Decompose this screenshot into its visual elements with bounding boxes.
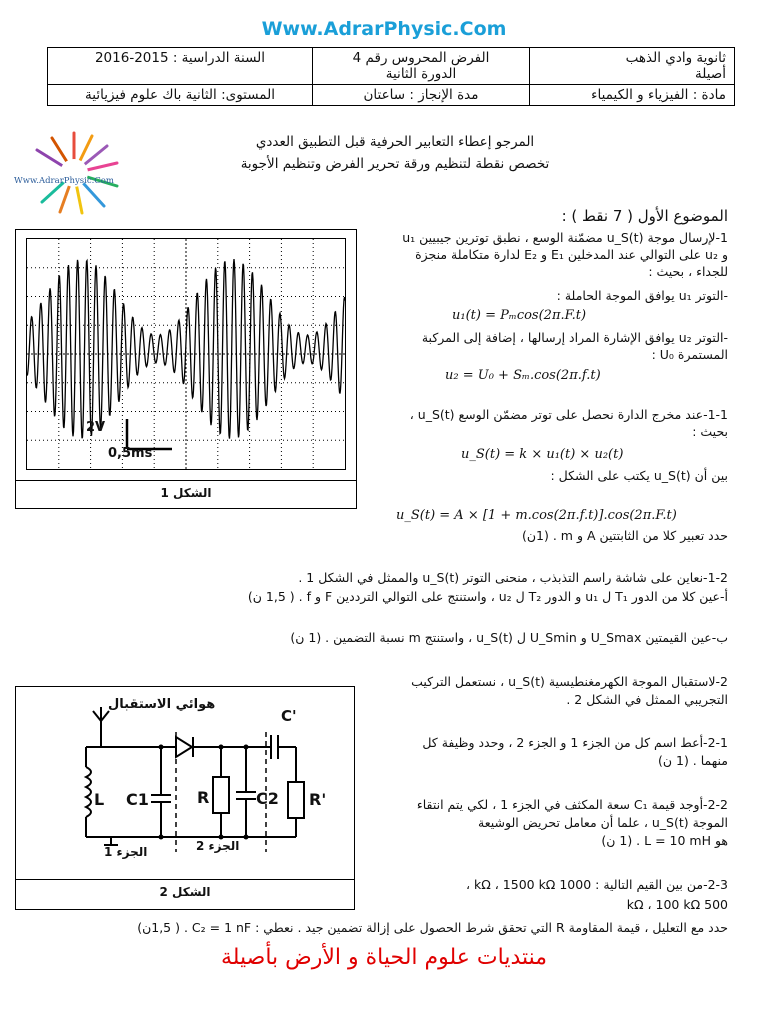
level-cell: المستوى: الثانية باك علوم فيزيائية [48, 85, 313, 106]
footer-title[interactable]: منتديات علوم الحياة و الأرض بأصيلة [220, 945, 548, 970]
label-part-1: الجزء 1 [104, 845, 148, 859]
note-line-1: المرجو إعطاء التعابير الحرفية قبل التطبيق العددي [255, 134, 535, 150]
exam-session: الدورة الثانية [385, 66, 457, 82]
label-part-2: الجزء 2 [196, 839, 240, 853]
oscilloscope-trace [27, 239, 345, 469]
figure-2-caption-row [16, 879, 354, 909]
equation-us-form: u_S(t) = A × [1 + m.cos(2π.f.t)].cos(2π.F.t) [396, 508, 677, 523]
q23c: حدد مع التعليل ، قيمة المقاومة R التي تحقق شرط الحصول على إزالة تضمين جيد . نعطي : C₂ = 1 nF . ( 1,5ن) [137, 920, 728, 935]
q22c: هو L = 10 mH . (1 ن) [601, 833, 728, 848]
q23b: 500 kΩ ، 100 kΩ [626, 897, 728, 912]
q12c: ب-عين القيمتين U_Smax و U_Smin ل u_S(t) ، واستنتج m نسبة التضمين . (1 ن) [290, 630, 728, 645]
school-city: أصيلة [695, 66, 726, 82]
section-title: الموضوع الأول ( 7 نقط ) : [561, 207, 728, 225]
label-C1: C1 [126, 790, 149, 809]
label-L: L [94, 790, 105, 809]
logo-text[interactable]: Www.AdrarPhysic.Com [14, 176, 114, 186]
school-name: ثانوية وادي الذهب [625, 50, 726, 66]
label-C-prime: C' [281, 707, 297, 725]
label-R-prime: R' [309, 790, 327, 809]
q11c: بين أن u_S(t) يكتب على الشكل : [550, 468, 728, 483]
body-p1e: -التوتر u₂ يوافق الإشارة المراد إرسالها ، إضافة إلى المركبة [421, 330, 728, 345]
q21a: 2-1-أعط اسم كل من الجزء 1 و الجزء 2 ، وحدد وظيفة كل [422, 735, 728, 750]
duration-cell: مدة الإنجاز : ساعتان [313, 85, 530, 106]
antenna-label: هوائي الاستقبال [108, 697, 216, 712]
exam-title: الفرض المحروس رقم 4 [352, 50, 490, 66]
q2a: 2-لاستقبال الموجة الكهرمغنطيسية u_S(t) ، نستعمل التركيب [411, 674, 728, 689]
label-C2: C2 [256, 789, 279, 808]
body-p1b: و u₂ على التوالي عند المدخلين E₁ و E₂ لدارة متكاملة منجزة [415, 247, 728, 262]
figure-1-caption-row [16, 480, 356, 508]
figure-2-caption: الشكل 2 [159, 885, 211, 899]
q22a: 2-2-أوجد قيمة C₁ سعة المكثف في الجزء 1 ، لكي يتم انتقاء [416, 797, 728, 812]
figure-2-circuit [15, 686, 355, 910]
body-p1d: -التوتر u₁ يوافق الموجة الحاملة : [556, 288, 728, 303]
label-R: R [197, 788, 210, 807]
body-p1c: للجداء ، بحيث : [648, 264, 728, 279]
subject-cell: مادة : الفيزياء و الكيمياء [530, 85, 735, 106]
scale-time-label: 0,5ms [108, 446, 153, 461]
q11b: بحيث : [692, 424, 728, 439]
body-p1a: 1-لإرسال موجة u_S(t) مضمّنة الوسع ، نطبق توترين جيبيين u₁ [402, 230, 728, 245]
logo-burst-icon [12, 128, 142, 218]
receiver-circuit-diagram [16, 687, 354, 877]
q12a: 1-2-نعاين على شاشة راسم التذبذب ، منحنى التوتر u_S(t) والممثل في الشكل 1 . [298, 570, 728, 585]
school-cell [530, 48, 735, 85]
equation-u1: u₁(t) = Pₘcos(2π.F.t) [452, 308, 587, 323]
year-cell: السنة الدراسية : 2015-2016 [48, 48, 313, 85]
site-title[interactable]: Www.AdrarPhysic.Com [261, 18, 507, 40]
q23a: 2-3-من بين القيم التالية : 1000 kΩ ، 1500 kΩ ، [466, 877, 728, 892]
q11d: حدد تعبير كلا من الثابتتين A و m . (1ن) [521, 528, 728, 543]
scale-volt-label: 2V [86, 420, 106, 435]
q22b: الموجة u_S(t) ، علما أن معامل تحريض الوشيعة [478, 815, 728, 830]
q11a: 1-1-عند مخرج الدارة نحصل على توتر مضمّن الوسع u_S(t) ، [409, 407, 728, 422]
exam-cell [313, 48, 530, 85]
equation-us-product: u_S(t) = k × u₁(t) × u₂(t) [461, 447, 624, 462]
figure-1-caption: الشكل 1 [160, 486, 212, 500]
q2b: التجريبي الممثل في الشكل 2 . [566, 692, 728, 707]
q12b: أ-عين كلا من الدور T₁ ل u₁ و الدور T₂ ل u₂ ، واستنتج على التوالي الترددين F و f . ( 1,5 ن) [247, 589, 728, 604]
exam-header-table [47, 47, 735, 106]
equation-u2: u₂ = U₀ + Sₘ.cos(2π.f.t) [445, 368, 601, 383]
note-line-2: تخصص نقطة لتنظيم ورقة تحرير الفرض وتنظيم الأجوبة [240, 156, 550, 172]
q21b: منهما . (1 ن) [657, 753, 728, 768]
body-p1f: المستمرة U₀ : [651, 347, 728, 362]
figure-1-oscilloscope [15, 229, 357, 509]
oscilloscope-screen [26, 238, 346, 470]
